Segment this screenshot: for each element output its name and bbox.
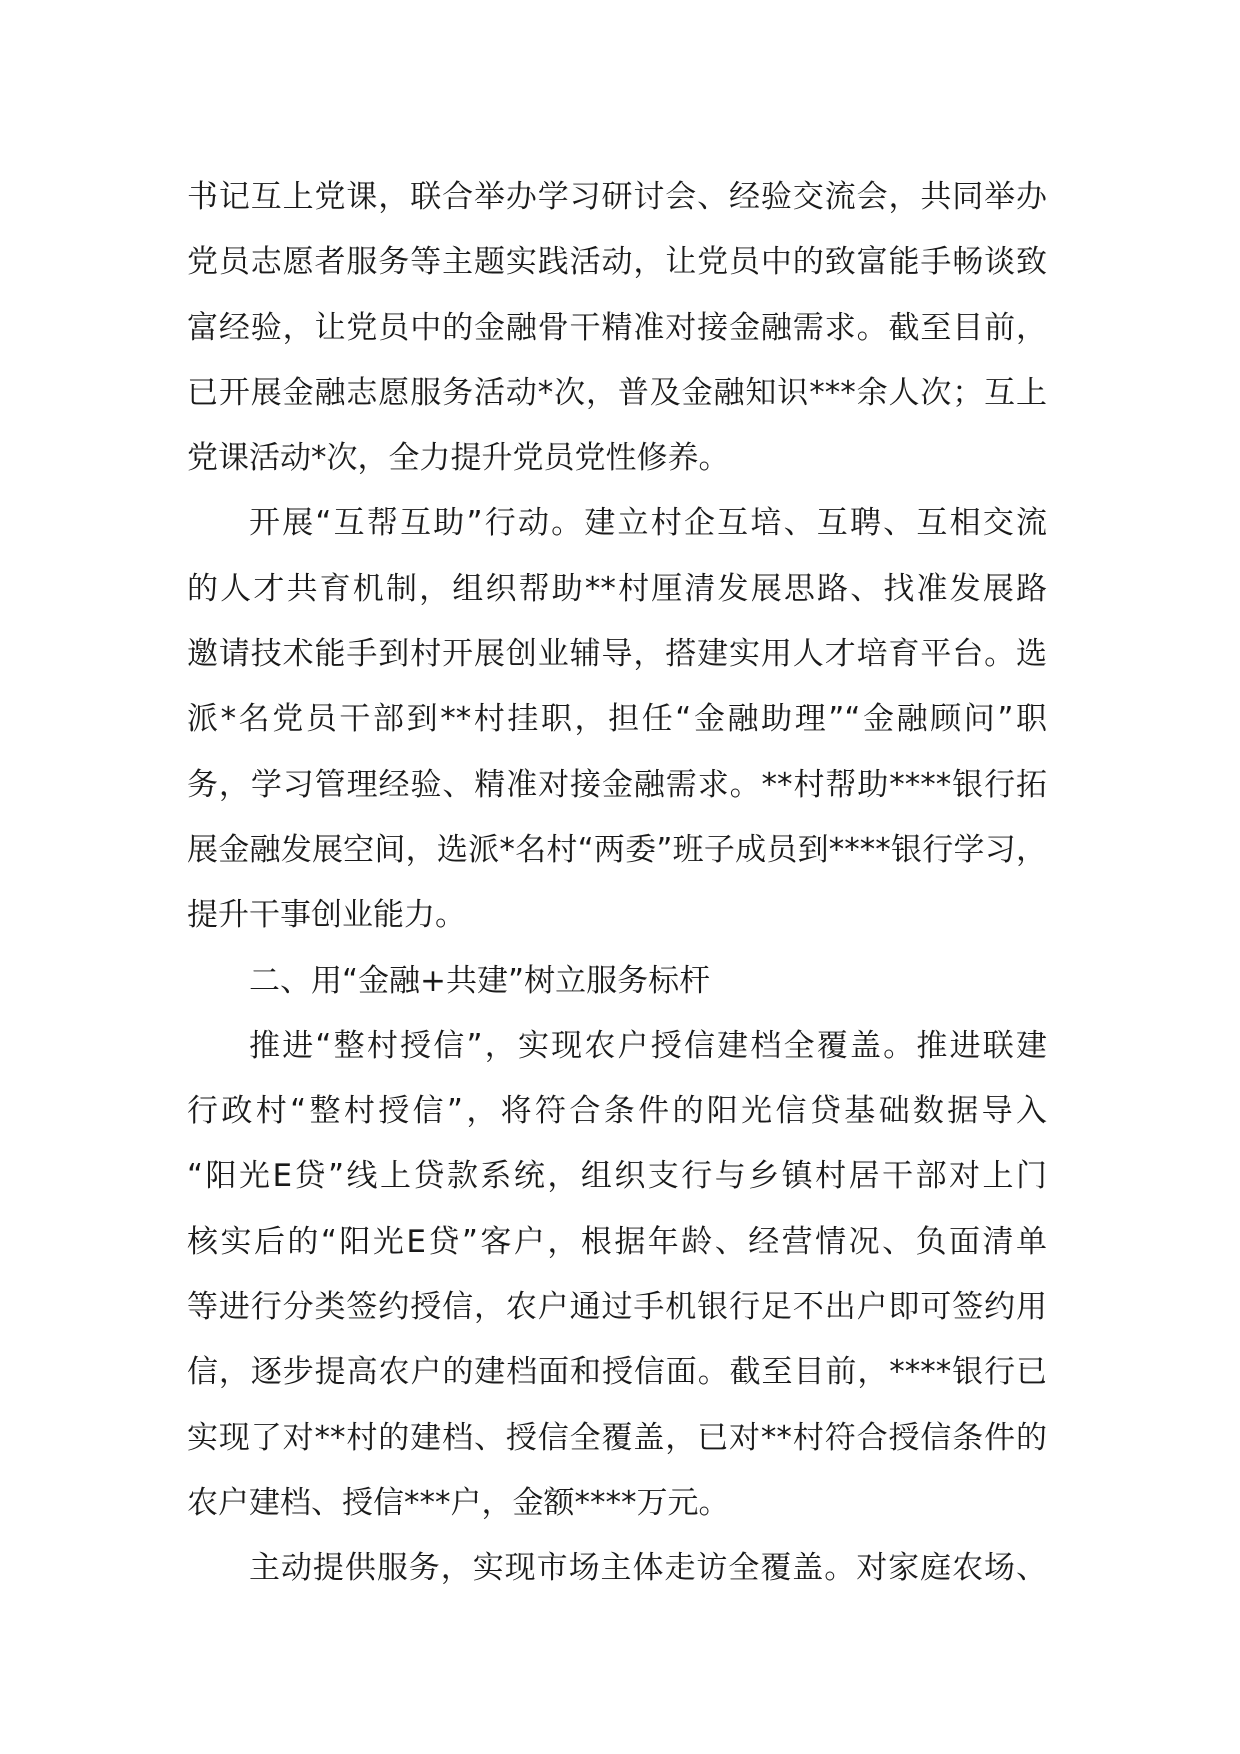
document-line: 展金融发展空间，选派*名村“两委”班子成员到****银行学习，	[187, 831, 1047, 868]
document-line: 党课活动*次，全力提升党员党性修养。	[187, 440, 730, 477]
document-line: 主动提供服务，实现市场主体走访全覆盖。对家庭农场、	[249, 1550, 1047, 1587]
document-line: 提升干事创业能力。	[187, 897, 466, 934]
document-line: 务，学习管理经验、精准对接金融需求。**村帮助****银行拓	[187, 766, 1047, 803]
document-line: 书记互上党课，联合举办学习研讨会、经验交流会，共同举办	[187, 179, 1047, 215]
document-line: 行政村“整村授信”，将符合条件的阳光信贷基础数据导入	[187, 1093, 1047, 1130]
document-line: 等进行分类签约授信，农户通过手机银行足不出户即可签约用	[187, 1289, 1047, 1326]
document-body	[187, 165, 1067, 1602]
document-line: 邀请技术能手到村开展创业辅导，搭建实用人才培育平台。选	[187, 636, 1047, 673]
document-line: 党员志愿者服务等主题实践活动，让党员中的致富能手畅谈致	[187, 244, 1047, 281]
document-line: 二、用“金融+共建”树立服务标杆	[249, 962, 711, 999]
document-line: 开展“互帮互助”行动。建立村企互培、互聘、互相交流	[249, 505, 1047, 542]
document-line: “阳光E贷”线上贷款系统，组织支行与乡镇村居干部对上门	[187, 1158, 1047, 1195]
document-line: 核实后的“阳光E贷”客户，根据年龄、经营情况、负面清单	[187, 1223, 1047, 1260]
document-line: 信，逐步提高农户的建档面和授信面。截至目前，****银行已	[187, 1354, 1047, 1391]
document-line: 推进“整村授信”，实现农户授信建档全覆盖。推进联建	[249, 1027, 1047, 1064]
document-line: 农户建档、授信***户，金额****万元。	[187, 1484, 730, 1521]
document-line: 的人才共育机制，组织帮助**村厘清发展思路、找准发展路	[187, 570, 1047, 607]
document-line: 已开展金融志愿服务活动*次，普及金融知识***余人次；互上	[187, 374, 1047, 411]
document-line: 实现了对**村的建档、授信全覆盖，已对**村符合授信条件的	[187, 1419, 1047, 1456]
document-line: 派*名党员干部到**村挂职，担任“金融助理”“金融顾问”职	[187, 701, 1047, 738]
document-line: 富经验，让党员中的金融骨干精准对接金融需求。截至目前，	[187, 309, 1047, 346]
